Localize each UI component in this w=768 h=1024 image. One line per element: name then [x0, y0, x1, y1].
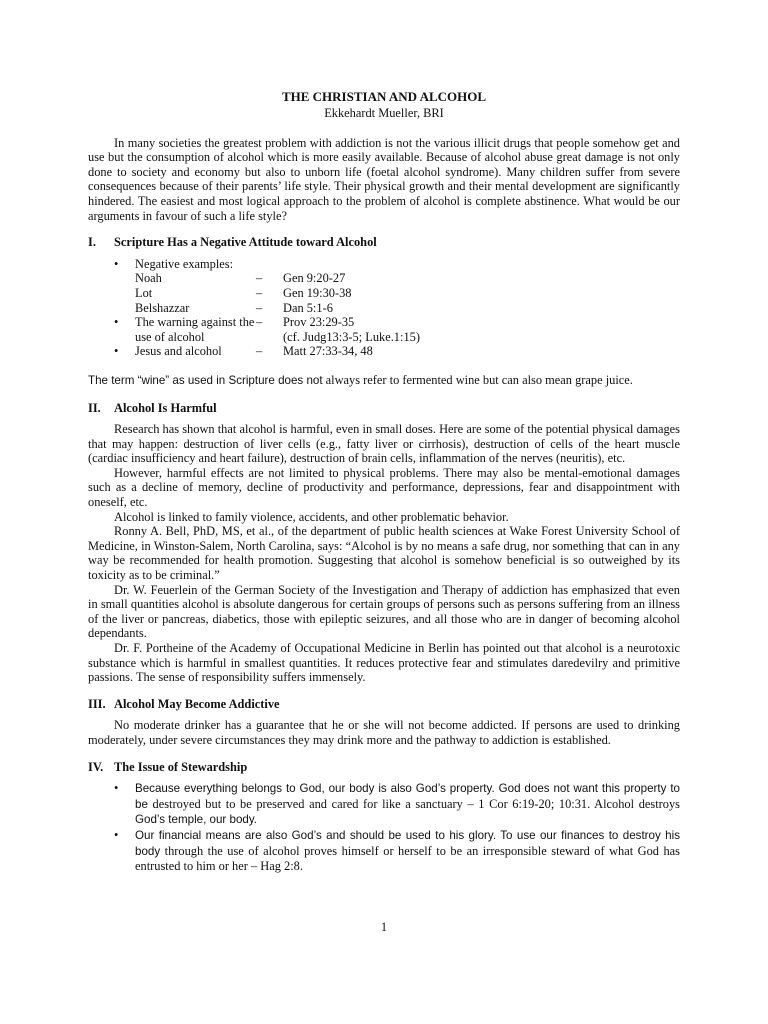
section-2-paragraph: Dr. W. Feuerlein of the German Society of the Investigation and Therapy of addiction has emphasized that even in small quantities alcohol is absolute dangerous for certain groups of persons such as persons suffering from an illness of the liver or pancreas, diabetics, those with epileptic seizures, and all those who are in danger of becoming alcohol dependants. [88, 582, 680, 641]
section-3-heading: III. Alcohol May Become Addictive [88, 696, 280, 711]
reference-row: • Jesus and alcohol – Matt 27:33-34, 48 [114, 344, 373, 359]
section-2-paragraph: However, harmful effects are not limited to physical problems. There may also be mental-emotional damages such as a decline of memory, decline of productivity and performance, depressions, fear and disappointment with oneself, etc. [88, 465, 680, 510]
document-page [88, 88, 680, 874]
reference-row: Belshazzar – Dan 5:1-6 [135, 300, 333, 315]
section-3-paragraph: No moderate drinker has a guarantee that he or she will not become addicted. If persons are used to drinking moderately, under severe circumstances they may drink more and the pathway to addiction is established. [88, 718, 680, 747]
section-2-paragraph: Dr. F. Portheine of the Academy of Occupational Medicine in Berlin has pointed out that alcohol is a neurotoxic substance which is harmful in smallest quantities. It reduces protective fear and stimulates daredevilry and primitive passions. The sense of responsibility suffers immensely. [88, 641, 680, 685]
stewardship-bullet: • Because everything belongs to God, our body is also God’s property. God does not want this property to be destroyed but to be preserved and cared for like a sanctuary – 1 Cor 6:19-20; 10:31. Alcohol destroys God’s temple, our body. [114, 781, 680, 827]
section-2-paragraph: Alcohol is linked to family violence, accidents, and other problematic behavior. [114, 509, 509, 524]
section-2-heading: II. Alcohol Is Harmful [88, 400, 217, 415]
wine-note: The term “wine” as used in Scripture does not always refer to fermented wine but can also mean grape juice. [88, 372, 633, 387]
section-1-heading: I. Scripture Has a Negative Attitude toward Alcohol [88, 235, 377, 250]
reference-row: Lot – Gen 19:30-38 [135, 285, 352, 300]
section-2-paragraph: Research has shown that alcohol is harmful, even in small doses. Here are some of the potential physical damages that may happen: destruction of liver cells (e.g., fatty liver or cirrhosis), destruction of cells of the heart muscle (cardiac insufficiency and heart failure), destruction of brain cells, inflammation of the nerves (neuritis), etc. [88, 422, 680, 466]
page-number: 1 [380, 920, 388, 934]
section-4-heading: IV. The Issue of Stewardship [88, 759, 248, 774]
stewardship-bullet: • Our financial means are also God’s and should be used to his glory. To use our finances to destroy his body through the use of alcohol proves himself or herself to be an irresponsible steward of what God has entrusted to him or her – Hag 2:8. [114, 827, 680, 874]
section-2-paragraph: Ronny A. Bell, PhD, MS, et al., of the department of public health sciences at Wake Forest University School of Medicine, in Winston-Salem, North Carolina, says: “Alcohol is by no means a safe drug, nor something that can in any way be recommended for health promotion. Suggesting that alcohol is somehow beneficial is so outweighed by its toxicity as to be criminal.” [88, 524, 680, 583]
document-author: Ekkehardt Mueller, BRI [324, 106, 444, 120]
document-title: THE CHRISTIAN AND ALCOHOL [281, 89, 487, 104]
intro-paragraph: In many societies the greatest problem with addiction is not the various illicit drugs that people somehow get and use but the consumption of alcohol which is more easily available. Because of alcohol abuse great damage is not only done to society and economy but also to unborn life (foetal alcohol syndrome). Many children suffer from severe consequences because of their parents’ life style. Their physical growth and their mental development are significantly hindered. The easiest and most logical approach to the problem of alcohol is complete abstinence. What would be our arguments in favour of such a life style? [88, 135, 680, 223]
scripture-references [114, 257, 680, 359]
reference-row: Noah – Gen 9:20-27 [135, 271, 346, 286]
reference-row: use of alcohol (cf. Judg13:3-5; Luke.1:15) [135, 329, 420, 344]
reference-row: • Negative examples: [114, 256, 234, 271]
reference-row: • The warning against the – Prov 23:29-35 [114, 315, 355, 330]
